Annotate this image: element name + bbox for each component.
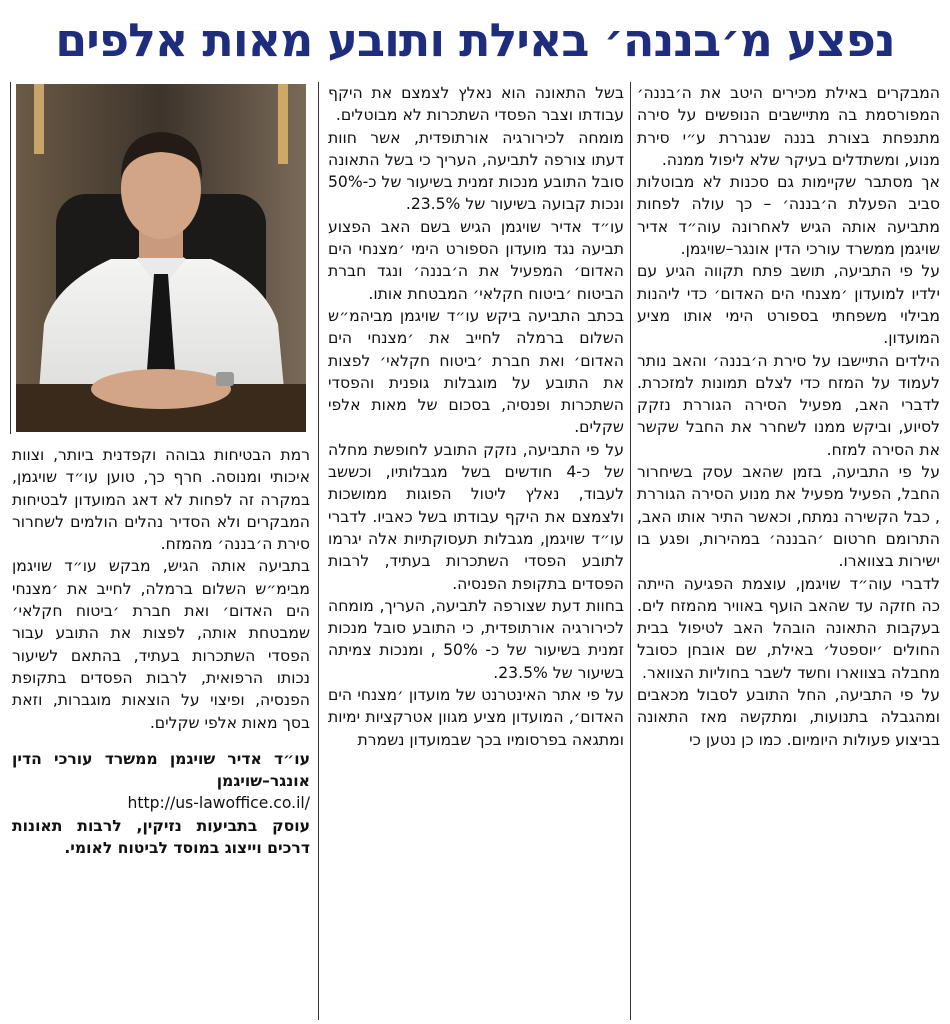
article-paragraph: לדברי עוה״ד שויגמן, עוצמת הפגיעה הייתה כה חזקה עד שהאב הועף באוויר מהמזח לים. בעקבות התאונה הובהל האב לטיפול בבית החולים ׳יוספטל׳ באילת, שם אובחן כסובל מחבלה בצווארו וחשד לשבר בחוליות הצוואר. [637,574,940,682]
article-paragraph: בחוות דעת שצורפה לתביעה, העריך, מומחה לכירורגיה אורתופדית, כי התובע סובל מנכות זמנית בשיעור של כ- 50% , ומנכות צמיתה בשיעור של 23.5%. [328,596,624,682]
photo-frame-edge [10,82,11,434]
article-paragraph: רמת הבטיחות גבוהה וקפדנית ביותר, וצוות איכותי ומנוסה. חרף כך, טוען עו״ד שויגמן, במקרה זה לפחות לא דאג המועדון לבטיחות המבקרים ולא הסדיר נהלים הולמים לשחרור סירת ה׳בננה׳ מהמזח. [12,446,310,554]
article-paragraph: עו״ד אדיר שויגמן הגיש בשם האב הפצוע תביעה נגד מועדון הספורט הימי ׳מצנחי הים האדום׳ המפעיל את ה׳בננה׳ ונגד חברת הביטוח ׳ביטוח חקלאי׳ המבטחת אותו. [328,217,624,303]
author-signature: עו״ד אדיר שויגמן ממשרד עורכי הדין אונגר–שויגמן [12,749,310,791]
article-paragraph: הילדים התיישבו על סירת ה׳בננה׳ והאב נותר לעמוד על המזח כדי לצלם תמונות למזכרת. לדברי האב, מפעיל הסירה הגוררת נזקק לסיוע, וביקש ממנו לשחרר את החבל שקשר את הסירה למזח. [637,351,940,459]
article-paragraph: על פי אתר האינטרנט של מועדון ׳מצנחי הים האדום׳, המועדון מציע מגוון אטרקציות ימיות ומתגאה בפרסומיו בכך שבמועדון נשמרת [328,686,624,749]
article-paragraph: על פי התביעה, בזמן שהאב עסק בשיחרור החבל, הפעיל מפעיל את מנוע הסירה הגוררת , כבל הקשירה נמתח, וכאשר התיר אותו האב, התרומם חרטום ׳הבננה׳ במהירות, ופגע בו ישירות בצווארו. [637,463,940,571]
lawyer-portrait-illustration [16,84,306,432]
article-paragraph: על פי התביעה, תושב פתח תקווה הגיע עם ילדיו למועדון ׳מצנחי הים האדום׳ כדי ליהנות מבילוי משפחתי בספורט הימי אותו מציע המועדון. [637,262,940,348]
article-column-middle [328,82,624,1020]
article-paragraph: אך מסתבר שקיימות גם סכנות לא מבוטלות סביב הפעלת ה׳בננה׳ – כך עולה לפחות מתביעה אותה הגיש לאחרונה עוה״ד אדיר שויגמן ממשרד עורכי הדין אונגר–שויגמן. [637,173,940,259]
article-paragraph: על פי התביעה, נזקק התובע לחופשת מחלה של כ-4 חודשים בשל מגבלותיו, וכששב לעבוד, נאלץ ליטול הפוגות ממושכות ולצמצם את היקף עבודתו בשל כאביו. לדברי עו״ד שויגמן, מגבלות תעסוקתיות אלה יגרמו לתובע הפסדי השתכרות בעתיד, לרבות הפסדים בתקופת הפנסיה. [328,440,625,593]
article-paragraph: בתביעה אותה הגיש, מבקש עו״ד שויגמן מבימ״ש השלום ברמלה, לחייב את ׳מצנחי הים האדום׳ ואת חברת ׳ביטוח חקלאי׳ שמבטחת אותה, לפצות את התובע עבור הפסדי השתכרות בעתיד, בהתאם לשיעור נכותו הרפואית, לרבות הפסדים בתקופת הפנסיה, ופיצוי על הוצאות מוגברות, וזאת בסך מאות אלפי שקלים. [12,557,310,732]
article-column-left [12,444,310,1022]
article-paragraph: בשל התאונה הוא נאלץ לצמצם את היקף עבודתו וצבר הפסדי השתכרות לא מבוטלים. [328,84,624,125]
headline: נפצע מ׳בננה׳ באילת ותובע מאות אלפים [55,13,895,67]
article-paragraph: על פי התביעה, החל התובע לסבול מכאבים ומהגבלה בתנועות, ומתקשה מאז התאונה בביצוע פעולות היומיום. כמו כן נטען כי [637,686,940,749]
column-divider [318,82,319,1020]
column-divider [630,82,631,1020]
article-paragraph: בכתב התביעה ביקש עו״ד שויגמן מביהמ״ש השלום ברמלה לחייב את ׳מצנחי הים האדום׳ ואת חברת ׳ביטוח חקלאי׳ לפצות את התובע על מוגבלות גופנית והפסדי השתכרות ופנסיה, בסכום של מאות אלפי שקלים. [328,306,624,437]
article-paragraph: מומחה לכירורגיה אורתופדית, אשר חוות דעתו צורפה לתביעה, העריך כי בשל התאונה סובל התובע מנכות זמנית בשיעור של כ-50% ונכות קבועה בשיעור של 23.5%. [328,128,624,214]
article-paragraph: המבקרים באילת מכירים היטב את ה׳בננה׳ המפורסמת בה מתיישבים הנופשים על סירה מתנפחת בצורת בננה שנגררת ע״י סירת מנוע, ומשתדלים בעיקר שלא ליפול ממנה. [637,84,940,169]
lawyer-photo [16,84,306,432]
author-website-link[interactable]: http://us-lawoffice.co.il/ [127,794,310,813]
author-practice-note: עוסק בתביעות נזיקין, לרבות תאונות דרכים וייצוג במוסד לביטוח לאומי. [12,816,310,858]
article-column-right [637,82,940,1020]
